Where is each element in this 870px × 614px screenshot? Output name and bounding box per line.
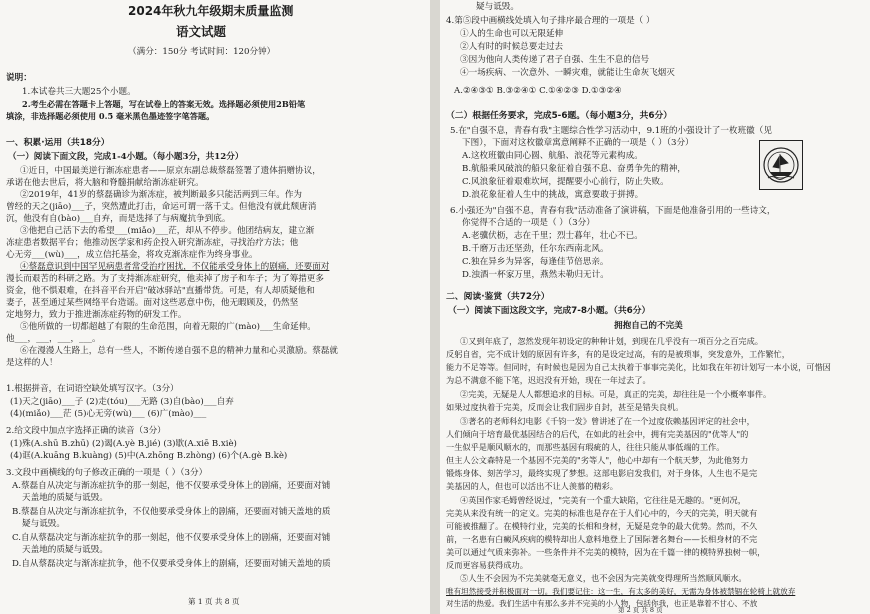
essay-line: 为总不满意不能下笔，迟迟没有开始，现在一年过去了。 xyxy=(446,375,651,385)
essay-line: ①又到年底了，忽然发现年初设定的种种计划，到现在几乎没有一项百分之百完成。 xyxy=(460,336,763,346)
passage-line: ⑥在漫漫人生路上，总有一些人，不断传递自强不息的精神力量和心灵激励。蔡磊就 xyxy=(20,346,338,356)
passage-line: ②2019年，41岁的蔡磊确诊为渐冻症，被判断最多只能活两到三年。作为 xyxy=(20,190,303,200)
question-4-item: ③因为他向人类传递了君子自强、生生不息的信号 xyxy=(460,55,650,65)
note-line: 1.本试卷共三大题25个小题。 xyxy=(22,87,136,97)
ship-emblem-icon xyxy=(760,141,802,189)
question-6-option: B.千磨万击还坚劲，任尔东西南北风。 xyxy=(462,244,609,254)
question-5-option: A.这枚班徽由同心圆、航船、浪花等元素构成。 xyxy=(462,151,643,161)
essay-line: 唯有坦然接受并积极面对一切。我们要记住：这一生，有太多的美好，无需为身体被禁锢在轮椅上就放弃 xyxy=(446,587,796,596)
question-4-heading: 4.第⑤段中画横线处填入句子排序最合理的一项是（ ） xyxy=(446,16,655,26)
passage-line: 定地努力，致力于推进渐冻症药物的研发工作。 xyxy=(6,310,187,320)
question-6-option: D.浊酒一杯家万里，燕然未勒归无计。 xyxy=(462,270,609,280)
question-5-line: 5.在"自强不息，青春有我"主题综合性学习活动中，9.1班的小强设计了一枚班徽（见 xyxy=(450,126,772,136)
essay-line: 完美从来没有统一的定义。完美的标准也是存在于人们心中的，今天的完美，明天就有 xyxy=(446,508,758,518)
question-6-option: C.独在异乡为异客，每逢佳节倍思亲。 xyxy=(462,257,609,267)
question-3-heading: 3.文段中画横线的句子修改正确的一项是（ ）（3分） xyxy=(6,468,208,478)
question-3-option: D.自从蔡磊决定与渐冻症抗争，他不仅要承受身体上的剧痛，还要面对铺天盖地的质 xyxy=(12,559,331,569)
exam-page-1 xyxy=(0,0,430,614)
part-heading: （一）阅读下面这段文字，完成7-8小题。（共6分） xyxy=(448,306,651,316)
essay-line: 美可以通过气质来弥补。一些条件并不完美的模特，因为在千篇一律的模特界独树一帜， xyxy=(446,547,766,557)
essay-line: 美基因的人，但也可以活出不让人羡慕的精彩。 xyxy=(446,481,618,491)
class-emblem-figure xyxy=(759,140,803,190)
question-1-heading: 1.根据拼音，在词语空缺处填写汉字。（3分） xyxy=(6,384,179,394)
question-5-option: B.航船乘风破浪的船只象征着自强不息、奋勇争先的精神， xyxy=(462,164,686,174)
essay-line: 对生活的热爱。我们生活中有那么多并不完美的小人物，包括你我，也正是靠着不甘心、不放 xyxy=(446,599,758,608)
question-3-option: 疑与诋毁。 xyxy=(22,519,65,529)
question-6-option: A.老骥伏枥，志在千里；烈士暮年，壮心不已。 xyxy=(462,231,643,241)
passage-line: 他___，___，___，___。 xyxy=(6,334,101,344)
question-6-line: 6.小强还为"自强不息，青春有我"活动准备了演讲稿，下面是他准备引用的一些诗文， xyxy=(450,206,776,216)
passage-line: ①近日，中国最美逆行渐冻症患者——原京东副总裁蔡磊签署了遗体捐赠协议， xyxy=(20,166,321,176)
essay-line: 反躬自省，完不成计划的原因有许多，有的是设定过高，有的是被琐事，突发意外，工作繁忙， xyxy=(446,349,790,359)
page-gutter xyxy=(430,0,440,614)
passage-line: 冻症患者数据平台；他推动医学家和药企投入研究渐冻症，寻找治疗方法；他 xyxy=(6,238,299,248)
note-line: 填涂，非选择题必须使用 0.5 毫米黑色墨迹签字笔答题。 xyxy=(6,111,215,121)
essay-line: 反而更容易获得成功。 xyxy=(446,560,528,570)
essay-line: 人们倾向于培育最优基因结合的后代，在如此的社会中，拥有完美基因的"优等人"的 xyxy=(446,429,749,439)
note-line: 2.考生必需在答题卡上答题，写在试卷上的答案无效。选择题必须使用2B铅笔 xyxy=(22,99,306,109)
exam-meta: （满分：150分 考试时间：120分钟） xyxy=(128,47,276,57)
passage-line: 承诺在他去世后，将大脑和脊髓捐献给渐冻症研究。 xyxy=(6,178,204,188)
question-3-option: A.蔡磊自从决定与渐冻症抗争的那一刻起，他不仅要承受身体上的剧痛，还要面对铺 xyxy=(12,481,331,491)
exam-page-2 xyxy=(440,0,870,614)
essay-line: 如果过度执着于完美，反而会让我们固步自封，甚至是错失良机。 xyxy=(446,402,684,412)
essay-line: ②完美，无疑是人人都想追求的目标。可是，真正的完美，却往往是一个小概率事件。 xyxy=(460,389,772,399)
essay-line: 前，一名患有白癜风疾病的模特却出人意料地登上了国际著名舞台——长相身材的不完 xyxy=(446,534,758,544)
question-2-line: (1)殊(A.shū B.zhū) (2)谒(A.yè B.jié) (3)歇(A.xiē B.xiè) xyxy=(10,439,237,449)
passage-line: 心无旁___(wù)___，成立信托基金，将攻克渐冻症作为终身事业。 xyxy=(6,250,258,260)
passage-line: 漫长而艰苦的科研之路。为了支持渐冻症研究，他卖掉了房子和车子；为了筹措更多 xyxy=(6,274,324,284)
passage-line: 妻子，甚至通过某些网络平台造谣。面对这些恶意中伤，他无暇顾及，仍然坚 xyxy=(6,298,299,308)
question-4-choices: A.②④③① B.③②④① C.①④②③ D.①③②④ xyxy=(454,86,622,96)
essay-line: 锻炼身体、刻苦学习，最终实现了梦想。这部电影启发我们，对于身体，人生也不是完 xyxy=(446,468,758,478)
essay-line: ④英国作家毛姆曾经说过，"完美有一个重大缺陷，它往往是无趣的。"更何况， xyxy=(460,495,746,505)
part-heading: （二）根据任务要求，完成5-6题。（每小题3分，共6分） xyxy=(446,111,673,121)
question-4-item: ④一场疾病、一次意外、一瞬灾难，就能让生命灰飞烟灭 xyxy=(460,68,675,78)
question-1-line: (4)(miǎo)___茫 (5)心无旁(wù)___ (6)广(mào)___ xyxy=(10,409,207,419)
question-5-option: C.风浪象征着艰难坎坷，提醒要小心前行，防止失败。 xyxy=(462,177,669,187)
essay-line: 能力不足等等。但同时，有时候也是因为自己太执着于事事完美化，比如我在年初计划写一本小说，可惜因 xyxy=(446,362,831,372)
page-footer: 第 1 页 共 8 页 xyxy=(188,597,240,606)
essay-line: 可能被推翻了。在模特行业，完美的长相和身材，无疑是竞争的最大优势。然而，不久 xyxy=(446,521,758,531)
question-2-line: (4)诓(A.kuāng B.kuàng) (5)中(A.zhōng B.zhòng) (6)个(A.gè B.kè) xyxy=(10,451,288,461)
section-heading: 二、阅读·鉴赏（共72分） xyxy=(446,292,550,302)
question-3-option: B.蔡磊自从决定与渐冻症抗争，不仅他要承受身体上的剧痛，还要面对铺天盖地的质 xyxy=(12,507,331,517)
essay-line: 但主人公文森特是一个基因不完美的"劣等人"，他心中却有一个航天梦，为此他努力 xyxy=(446,455,749,465)
question-6-line: 你觉得不合适的一项是（ ）（3分） xyxy=(462,218,595,228)
question-4-item: ①人的生命也可以无限延伸 xyxy=(460,29,564,39)
part-heading: （一）阅读下面文段，完成1-4小题。（每小题3分，共12分） xyxy=(8,152,244,162)
question-4-item: ②人有时的时候总要走过去 xyxy=(460,42,564,52)
page-footer: 第 2 页 共 8 页 xyxy=(618,606,663,614)
essay-line: 一生似乎是顺风顺水的，而那些基因有瑕疵的人，往往只能从事低端的工作。 xyxy=(446,442,725,452)
question-3-option: C.自从蔡磊决定与渐冻症抗争的那一刻起，他不仅要承受身体上的剧痛，还要面对铺 xyxy=(12,533,331,543)
question-3-option: 天盖地的质疑与诋毁。 xyxy=(22,493,108,503)
passage-line: 是这样的人！ xyxy=(6,358,58,368)
carry-over-text: 疑与诋毁。 xyxy=(476,2,519,12)
exam-title: 2024年秋九年级期末质量监测 xyxy=(128,4,294,18)
notes-heading: 说明： xyxy=(6,73,32,83)
essay-line: ③著名的老师科幻电影《千钧一发》曾讲述了在一个过度依赖基因评定的社会中， xyxy=(460,416,755,426)
passage-line: 资金，他不惧艰难，在抖音平台开启"破冰驿站"直播带货。可是，有人却质疑他和 xyxy=(6,286,315,296)
question-5-line: 下图），下面对这枚徽章寓意阐释不正确的一项是（ ）（3分） xyxy=(462,138,694,148)
passage-line: ⑤他所做的一切都超越了有限的生命范围，向着无限的广(mào)___生命延伸。 xyxy=(20,322,316,332)
question-2-heading: 2.给文段中加点字选择正确的读音（3分） xyxy=(6,426,166,436)
passage-line: ③他把自己活下去的希望___(miǎo)___茫，却从不停步。他团结病友，建立渐 xyxy=(20,226,315,236)
question-1-line: (1)天之(jiāo)___子 (2)走(tóu)___无路 (3)自(bào)___自弃 xyxy=(10,397,234,407)
section-heading: 一、积累·运用（共18分） xyxy=(6,138,110,148)
passage-line: 曾经的天之(jiāo)___子，突然遭此打击，命运可谓一落千丈。但他没有就此颓唐消 xyxy=(6,202,317,212)
essay-line: ⑤人生不会因为不完美就毫无意义，也不会因为完美就变得理所当然顺风顺水。 xyxy=(460,573,747,583)
passage-line: 沉，他没有自(bào)___自弃，而是选择了与病魔抗争到底。 xyxy=(6,214,231,224)
question-5-option: D.浪花象征着人生中的挑战，寓意要敢于拼搏。 xyxy=(462,190,644,200)
question-3-option: 天盖地的质疑与诋毁。 xyxy=(22,545,108,555)
subject-title: 语文试题 xyxy=(176,24,227,39)
passage-line: ④蔡磊意识到中国罕见病患者常受治疗困扰，不仅能承受身体上的剧痛，还要面对 xyxy=(20,262,330,272)
essay-title: 拥抱自己的不完美 xyxy=(614,321,683,331)
